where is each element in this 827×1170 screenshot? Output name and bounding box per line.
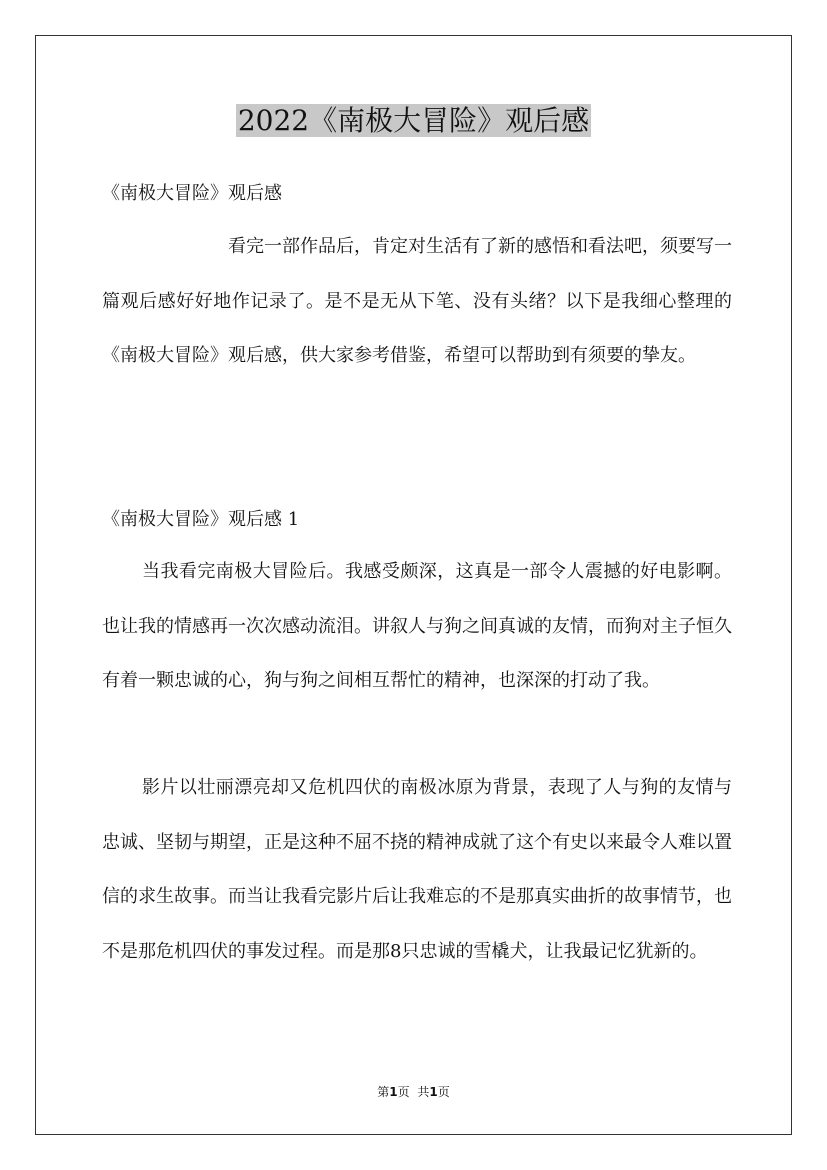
intro-heading: 《南极大冒险》观后感 — [102, 183, 282, 204]
document-title — [0, 100, 827, 142]
intro-paragraph: 看完一部作品后，肯定对生活有了新的感悟和看法吧，须要写一篇观后感好好地作记录了。是不是无从下笔、没有头绪？以下是我细心整理的《南极大冒险》观后感，供大家参考借鉴，希望可以帮助到有须要的挚友。 — [102, 236, 732, 366]
page-footer — [0, 1084, 827, 1100]
footer-page-current: 1 — [389, 1085, 398, 1099]
section-heading: 《南极大冒险》观后感 1 — [102, 509, 300, 530]
footer-page-prefix: 第 — [377, 1085, 390, 1099]
footer-page-total: 1 — [429, 1085, 438, 1099]
body-paragraph-1: 当我看完南极大冒险后。我感受颇深，这真是一部令人震撼的好电影啊。也让我的情感再一次次感动流泪。讲叙人与狗之间真诚的友情，而狗对主子恒久有着一颗忠诚的心，狗与狗之间相互帮忙的精神，也深深的打动了我。 — [102, 561, 732, 691]
document-title-text: 2022《南极大冒险》观后感 — [237, 104, 590, 137]
footer-total-prefix: 共 — [417, 1085, 430, 1099]
footer-page-unit: 页 — [397, 1085, 410, 1099]
body-paragraph-2: 影片以壮丽漂亮却又危机四伏的南极冰原为背景，表现了人与狗的友情与忠诚、坚韧与期望，正是这种不屈不挠的精神成就了这个有史以来最令人难以置信的求生故事。而当让我看完影片后让我难忘的不是那真实曲折的故事情节，也不是那危机四伏的事发过程。而是那8只忠诚的雪橇犬，让我最记忆犹新的。 — [102, 777, 732, 962]
footer-total-unit: 页 — [437, 1085, 450, 1099]
